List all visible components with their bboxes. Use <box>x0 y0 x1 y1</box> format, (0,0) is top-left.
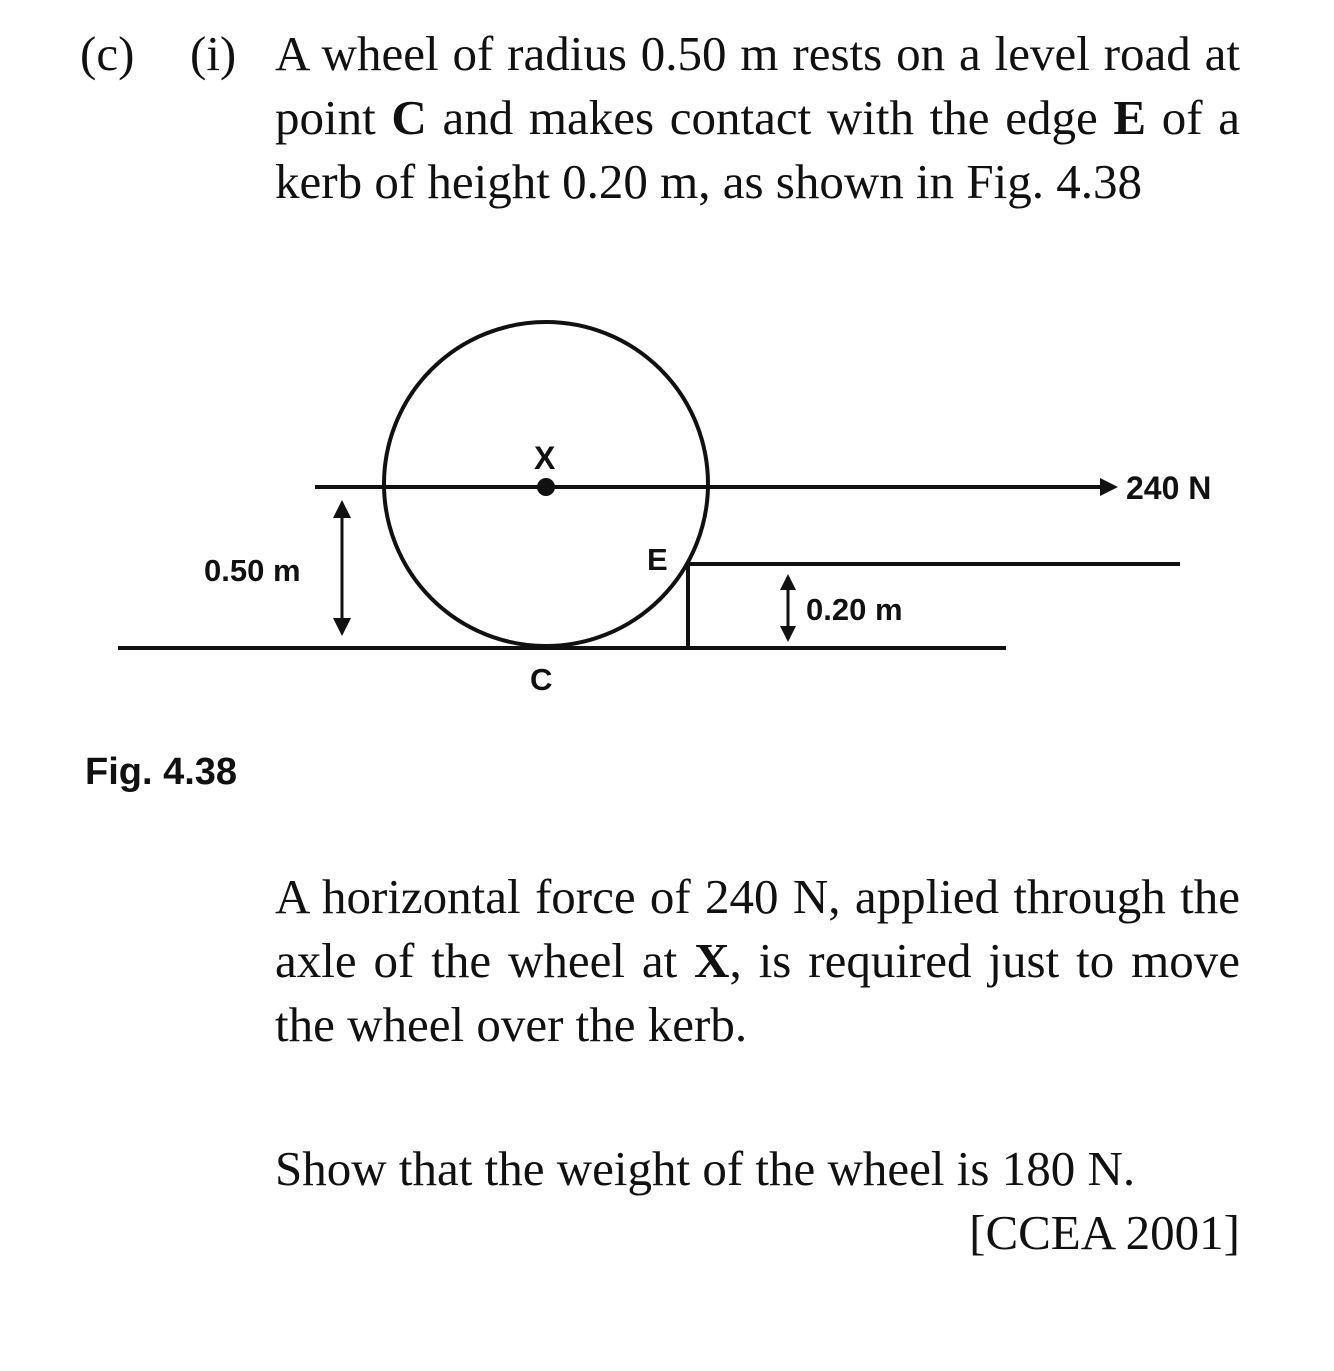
kerb-arrow-up <box>780 574 796 590</box>
show-text: Show that the weight of the wheel is 180 N. <box>275 1141 1136 1196</box>
figure-caption: Fig. 4.38 <box>85 751 238 793</box>
radius-label: 0.50 m <box>204 553 301 588</box>
intro-text-2: and makes contact with the edge <box>426 90 1114 145</box>
force-text-1: A horizontal force of 240 N, applied through the axle of the wheel at <box>275 869 1240 988</box>
radius-arrow-down <box>333 618 351 636</box>
axle-point <box>537 478 555 496</box>
force-axle-x: X <box>694 933 730 988</box>
kerb-height-label: 0.20 m <box>806 592 903 627</box>
show-paragraph <box>275 1137 1240 1265</box>
sub-part-label: (i) <box>190 26 237 81</box>
intro-edge-e: E <box>1113 90 1147 145</box>
edge-label: E <box>647 542 668 577</box>
part-label: (c) <box>80 26 135 81</box>
force-arrowhead <box>1100 478 1118 496</box>
intro-point-c: C <box>391 90 427 145</box>
radius-arrow-up <box>333 500 351 518</box>
axle-label: X <box>534 440 556 476</box>
source-citation: [CCEA 2001] <box>969 1205 1240 1260</box>
intro-text-1: A wheel of radius 0.50 m rests on a level road at point <box>275 26 1240 145</box>
force-label: 240 N <box>1126 470 1212 506</box>
intro-text-3: of a kerb of height 0.20 m, as shown in Fig. 4.38 <box>275 90 1240 209</box>
force-text-2: , is required just to move the wheel over the kerb. <box>275 933 1240 1052</box>
contact-label: C <box>530 662 553 697</box>
force-paragraph <box>275 865 1240 1057</box>
kerb-arrow-down <box>780 626 796 642</box>
